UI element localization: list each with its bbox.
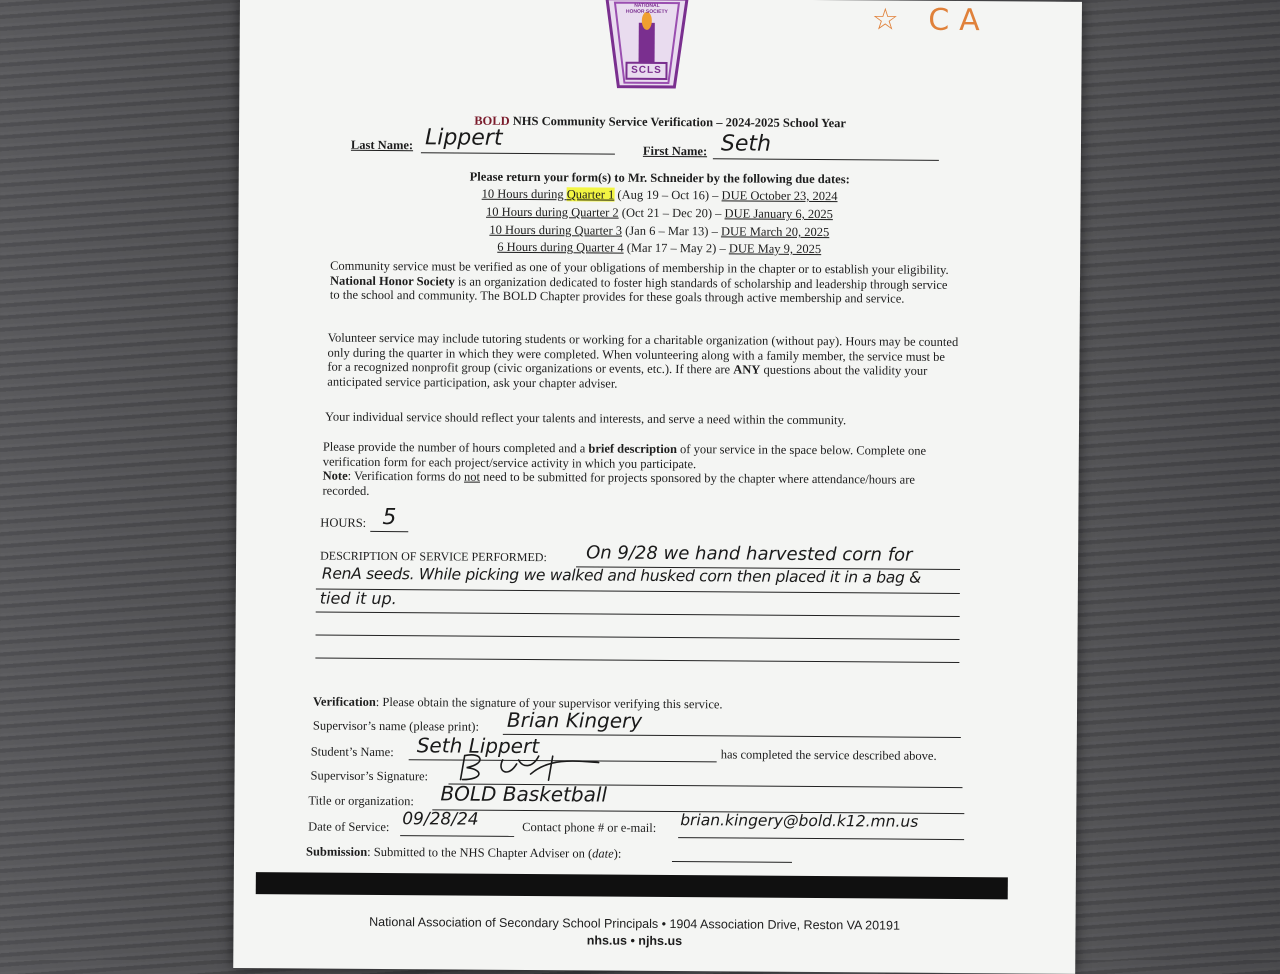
p1-bold: National Honor Society (329, 273, 455, 289)
due-q4 (238, 238, 1080, 259)
p4-bold: brief description (588, 441, 677, 457)
submission-label: Submission (305, 844, 368, 859)
q3-due: DUE March 20, 2025 (720, 224, 830, 240)
description-line-1[interactable]: On 9/28 we hand harvested corn for (586, 542, 913, 566)
q3-range: (Jan 6 – Mar 13) – (621, 223, 722, 239)
p4-text-end: of your service in the space below. Complete one verification form for each project/service activity in which you participate. (322, 442, 927, 471)
due-q1 (239, 185, 1081, 206)
logo-letters: SCLS (631, 64, 662, 76)
last-name-label: Last Name: (350, 137, 414, 153)
date-of-service-label: Date of Service: (308, 819, 390, 835)
title-org-label: Title or organization: (308, 793, 414, 809)
due-heading: Please return your form(s) to Mr. Schneider by the following due dates: (469, 169, 850, 187)
q2-pre: 10 Hours during Quarter 2 (486, 204, 619, 220)
q1-due: DUE October 23, 2024 (721, 188, 838, 204)
form-page (233, 0, 1082, 974)
q1-pre: 10 Hours during (481, 186, 567, 202)
title-prefix: BOLD (474, 113, 510, 128)
student-name-label: Student’s Name: (310, 744, 394, 760)
footer-links: nhs.us • njhs.us (586, 933, 683, 949)
verification-instruction: : Please obtain the signature of your supervisor verifying this service. (375, 694, 723, 712)
submission-text-end: ): (613, 846, 622, 861)
footer-address: National Association of Secondary School Principals • 1904 Association Drive, Reston VA 20191 (369, 914, 900, 933)
paragraph-volunteer (327, 331, 959, 393)
hours-label: HOURS: (320, 515, 367, 530)
p4-text: Please provide the number of hours completed and a (322, 439, 589, 456)
first-name-label: First Name: (642, 143, 708, 159)
submission-date-line[interactable] (672, 843, 792, 863)
signature-text (453, 750, 455, 751)
reviewer-marks: ☆ CA (871, 2, 990, 39)
date-of-service-value[interactable]: 09/28/24 (402, 809, 479, 830)
submission-text: : Submitted to the NHS Chapter Adviser on ( (367, 844, 593, 861)
p1-text: Community service must be verified as one of your obligations of membership in the chapter or to establish your eligibility. (330, 258, 949, 277)
q3-pre: 10 Hours during Quarter 3 (489, 222, 623, 238)
q4-due: DUE May 9, 2025 (728, 241, 822, 257)
description-label: DESCRIPTION OF SERVICE PERFORMED: (320, 548, 547, 565)
p2-text: Volunteer service may include tutoring students or working for a charitable organization (without pay). Hours may be counted only during the quarter in which they were completed. When volunteering along with a family member, the service must be for a recognized nonprofit group (civic organizations or events, etc.). If there are (327, 330, 959, 377)
form-title (239, 112, 1081, 133)
note-text: : Verification forms do (347, 468, 465, 484)
p2-bold: ANY (733, 362, 761, 377)
q2-range: (Oct 21 – Dec 20) – (618, 205, 725, 221)
nhs-logo (604, 0, 689, 91)
submission-row (306, 844, 621, 861)
description-line-2[interactable]: RenA seeds. While picking we walked and husked corn then placed it in a bag & (321, 564, 922, 587)
note-not: not (464, 469, 481, 484)
p1-text-end: is an organization dedicated to foster high standards of scholarship and leadership through service to the school and community. The BOLD Chapter provides for these goals through active membership and service. (329, 274, 948, 306)
supervisor-signature-label: Supervisor’s Signature: (310, 768, 429, 784)
submission-date-word: date (592, 846, 614, 861)
desc-line-5 (315, 636, 959, 663)
title-rest: NHS Community Service Verification – 2024-2025 School Year (509, 113, 847, 131)
supervisor-name-label: Supervisor’s name (please print): (312, 718, 480, 734)
completed-text: has completed the service described above. (720, 747, 937, 763)
title-org-value[interactable]: BOLD Basketball (440, 781, 608, 807)
last-name-value[interactable]: Lippert (424, 125, 503, 151)
note-text-end: need to be submitted for projects sponsored by the chapter where attendance/hours are recorded. (322, 469, 916, 498)
q1-range: (Aug 19 – Oct 16) – (614, 187, 722, 203)
footer-bar (256, 872, 1008, 899)
supervisor-signature[interactable] (453, 750, 603, 785)
description-line-3[interactable]: tied it up. (319, 588, 397, 609)
contact-value[interactable]: brian.kingery@bold.k12.mn.us (680, 811, 919, 831)
paragraph-reflect: Your individual service should reflect your talents and interests, and serve a need within the community. (325, 409, 847, 428)
p2-text-end: questions about the validity your anticipated service participation, ask your chapter adviser. (327, 362, 928, 391)
logo-text: NATIONAL HONOR SOCIETY (625, 2, 668, 15)
q1-highlight: Quarter 1 (566, 187, 615, 202)
q4-pre: 6 Hours during Quarter 4 (497, 239, 624, 255)
note-label: Note (322, 468, 348, 483)
q4-range: (Mar 17 – May 2) – (623, 240, 729, 256)
supervisor-name-value[interactable]: Brian Kingery (506, 707, 643, 733)
verification-label: Verification (313, 694, 376, 709)
first-name-value[interactable]: Seth (720, 131, 772, 157)
paragraph-membership (330, 259, 960, 307)
student-name-value[interactable]: Seth Lippert (416, 733, 540, 759)
q2-due: DUE January 6, 2025 (724, 206, 833, 222)
signature-scribble (453, 750, 603, 785)
hours-value[interactable]: 5 (382, 505, 397, 531)
due-q2 (238, 203, 1080, 224)
contact-label: Contact phone # or e-mail: (522, 819, 657, 835)
paragraph-instructions (323, 440, 959, 502)
